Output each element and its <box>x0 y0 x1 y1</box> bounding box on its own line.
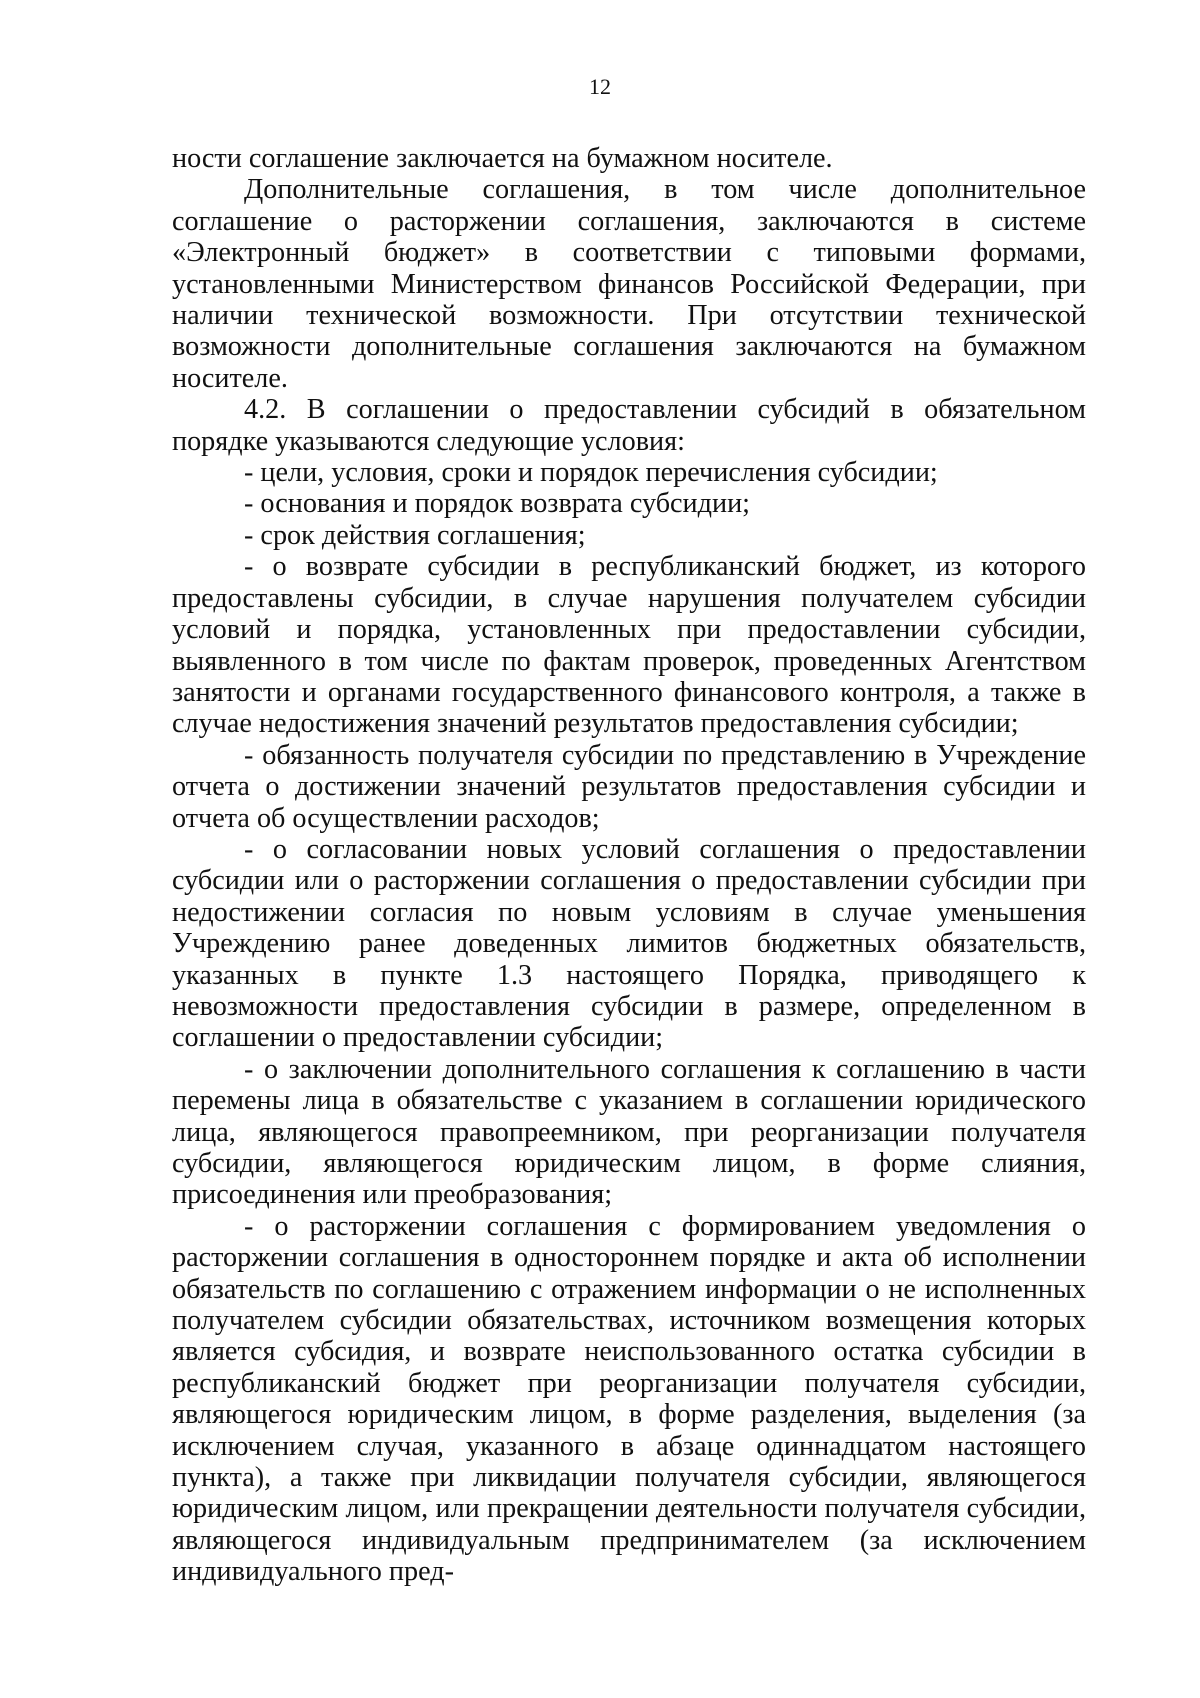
list-item-goals-conditions: - цели, условия, сроки и порядок перечисления субсидии; <box>244 457 938 489</box>
list-item-return-grounds: - основания и порядок возврата субсидии; <box>244 488 750 520</box>
list-item-subsidy-return: - о возврате субсидии в республиканский бюджет, из которого предоставлены субсидии, в случае нарушения получателем субсидии условий и порядка, установленных при предоставлении субсидии, выявленного в том числе по фактам проверок, проведенных Агентством занятости и органами государственного финансового контроля, а также в случае недостижения значений результатов предоставления субсидии; <box>172 551 1086 740</box>
list-item-new-conditions: - о согласовании новых условий соглашения о предоставлении субсидии или о расторжении соглашения о предоставлении субсидии при недостижении согласия по новым условиям в случае уменьшения Учреждению ранее доведенных лимитов бюджетных обязательств, указанных в пункте 1.3 настоящего Порядка, приводящего к невозможности предоставления субсидии в размере, определенном в соглашении о предоставлении субсидии; <box>172 833 1086 1054</box>
paragraph-section-4-2: 4.2. В соглашении о предоставлении субсидий в обязательном порядке указываются следующие условия: <box>172 394 1086 457</box>
body-text <box>172 143 1086 1588</box>
list-item-agreement-term: - срок действия соглашения; <box>244 519 586 551</box>
list-item-termination: - о расторжении соглашения с формированием уведомления о расторжении соглашения в одностороннем порядке и акта об исполнении обязательств по соглашению с отражением информации о не исполненных получателем субсидии обязательствах, источником возмещения которых является субсидия, и возврате неиспользованного остатка субсидии в республиканский бюджет при реорганизации получателя субсидии, являющегося юридическим лицом, в форме разделения, выделения (за исключением случая, указанного в абзаце одиннадцатом настоящего пункта), а также при ликвидации получателя субсидии, являющегося юридическим лицом, или прекращении деятельности получателя субсидии, являющегося индивидуальным предпринимателем (за исключением индивидуального пред- <box>172 1210 1086 1588</box>
page-number: 12 <box>589 74 611 99</box>
list-item-additional-agreement: - о заключении дополнительного соглашения к соглашению в части перемены лица в обязательстве с указанием в соглашении юридического лица, являющегося правопреемником, при реорганизации получателя субсидии, являющегося юридическим лицом, в форме слияния, присоединения или преобразования; <box>172 1053 1086 1211</box>
paragraph-continuation: ности соглашение заключается на бумажном носителе. <box>172 143 833 174</box>
list-item-reporting-obligation: - обязанность получателя субсидии по представлению в Учреждение отчета о достижении значений результатов предоставления субсидии и отчета об осуществлении расходов; <box>172 739 1086 834</box>
paragraph-additional-agreements: Дополнительные соглашения, в том числе дополнительное соглашение о расторжении соглашения, заключаются в системе «Электронный бюджет» в соответствии с типовыми формами, установленными Министерством финансов Российской Федерации, при наличии технической возможности. При отсутствии технической возможности дополнительные соглашения заключаются на бумажном носителе. <box>172 174 1086 394</box>
